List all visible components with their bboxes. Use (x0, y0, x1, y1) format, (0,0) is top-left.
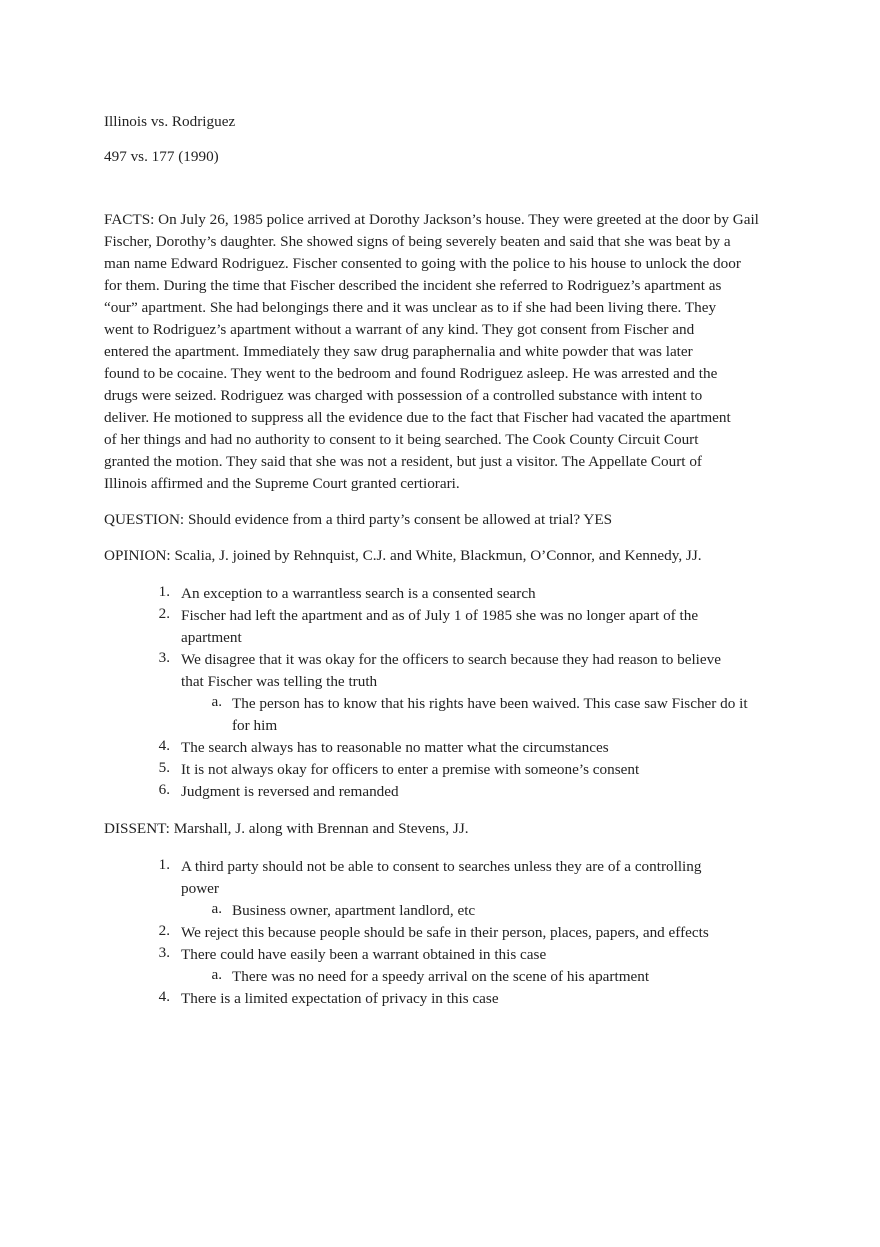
list-item (104, 900, 804, 922)
list-marker: a. (211, 693, 222, 710)
facts-line: man name Edward Rodriguez. Fischer consented to going with the police to his house to unlock the door (104, 255, 741, 272)
list-item-text: It is not always okay for officers to enter a premise with someone’s consent (181, 761, 640, 778)
list-item-text: There is a limited expectation of privacy in this case (181, 990, 499, 1007)
list-item-text: Fischer had left the apartment and as of July 1 of 1985 she was no longer apart of the (181, 607, 699, 624)
list-item-text: Judgment is reversed and remanded (181, 783, 399, 800)
document-title: Illinois vs. Rodriguez (104, 113, 236, 130)
list-item-text: Business owner, apartment landlord, etc (232, 902, 476, 919)
facts-line: Fischer, Dorothy’s daughter. She showed signs of being severely beaten and said that she was beat by a (104, 233, 731, 250)
list-marker: 5. (158, 759, 170, 776)
list-item (104, 693, 804, 737)
list-item (104, 966, 804, 988)
facts-line: found to be cocaine. They went to the bedroom and found Rodriguez asleep. He was arrested and the (104, 365, 718, 382)
list-marker: 2. (158, 605, 170, 622)
question-paragraph: QUESTION: Should evidence from a third party’s consent be allowed at trial? YES (104, 511, 613, 528)
list-item-text: that Fischer was telling the truth (181, 673, 378, 690)
list-item (104, 922, 804, 944)
opinion-heading: OPINION: Scalia, J. joined by Rehnquist, C.J. and White, Blackmun, O’Connor, and Kennedy, JJ. (104, 547, 702, 564)
list-item (104, 583, 804, 605)
facts-paragraph (104, 209, 804, 495)
facts-line: granted the motion. They said that she was not a resident, but just a visitor. The Appellate Court of (104, 453, 702, 470)
list-marker: 3. (158, 649, 170, 666)
list-item (104, 759, 804, 781)
list-item (104, 856, 804, 900)
document-page (104, 111, 804, 1025)
facts-line: drugs were seized. Rodriguez was charged with possession of a controlled substance with intent to (104, 387, 703, 404)
list-marker: a. (211, 900, 222, 917)
list-marker: a. (211, 966, 222, 983)
list-marker: 1. (158, 583, 170, 600)
facts-line: entered the apartment. Immediately they saw drug paraphernalia and white powder that was later (104, 343, 693, 360)
list-item (104, 737, 804, 759)
list-item-text: for him (232, 717, 278, 734)
list-item-text: The search always has to reasonable no matter what the circumstances (181, 739, 609, 756)
list-item-text: power (181, 880, 219, 897)
dissent-list (104, 856, 804, 1010)
facts-line: of her things and had no authority to consent to it being searched. The Cook County Circuit Court (104, 431, 699, 448)
list-item-text: The person has to know that his rights have been waived. This case saw Fischer do it (232, 695, 748, 712)
facts-line: “our” apartment. She had belongings there and it was unclear as to if she had been living there. They (104, 299, 717, 316)
list-item (104, 605, 804, 649)
list-marker: 6. (158, 781, 170, 798)
facts-line: FACTS: On July 26, 1985 police arrived at Dorothy Jackson’s house. They were greeted at the door by Gail (104, 211, 759, 228)
list-item (104, 944, 804, 966)
list-marker: 3. (158, 944, 170, 961)
list-item (104, 781, 804, 803)
facts-line: went to Rodriguez’s apartment without a warrant of any kind. They got consent from Fischer and (104, 321, 695, 338)
list-marker: 1. (158, 856, 170, 873)
list-item-text: An exception to a warrantless search is a consented search (181, 585, 536, 602)
list-item-text: apartment (181, 629, 242, 646)
opinion-list (104, 583, 804, 803)
list-item-text: We reject this because people should be safe in their person, places, papers, and effects (181, 924, 709, 941)
list-item (104, 649, 804, 693)
list-item-text: There was no need for a speedy arrival on the scene of his apartment (232, 968, 650, 985)
list-marker: 4. (158, 737, 170, 754)
case-citation: 497 vs. 177 (1990) (104, 148, 219, 165)
dissent-heading: DISSENT: Marshall, J. along with Brennan and Stevens, JJ. (104, 820, 469, 837)
facts-line: for them. During the time that Fischer described the incident she referred to Rodriguez’s apartment as (104, 277, 722, 294)
list-marker: 4. (158, 988, 170, 1005)
list-item (104, 988, 804, 1010)
list-item-text: A third party should not be able to consent to searches unless they are of a controlling (181, 858, 702, 875)
facts-line: deliver. He motioned to suppress all the evidence due to the fact that Fischer had vacated the apartment (104, 409, 731, 426)
facts-line: Illinois affirmed and the Supreme Court granted certiorari. (104, 475, 460, 492)
list-item-text: There could have easily been a warrant obtained in this case (181, 946, 547, 963)
list-item-text: We disagree that it was okay for the officers to search because they had reason to believe (181, 651, 721, 668)
list-marker: 2. (158, 922, 170, 939)
